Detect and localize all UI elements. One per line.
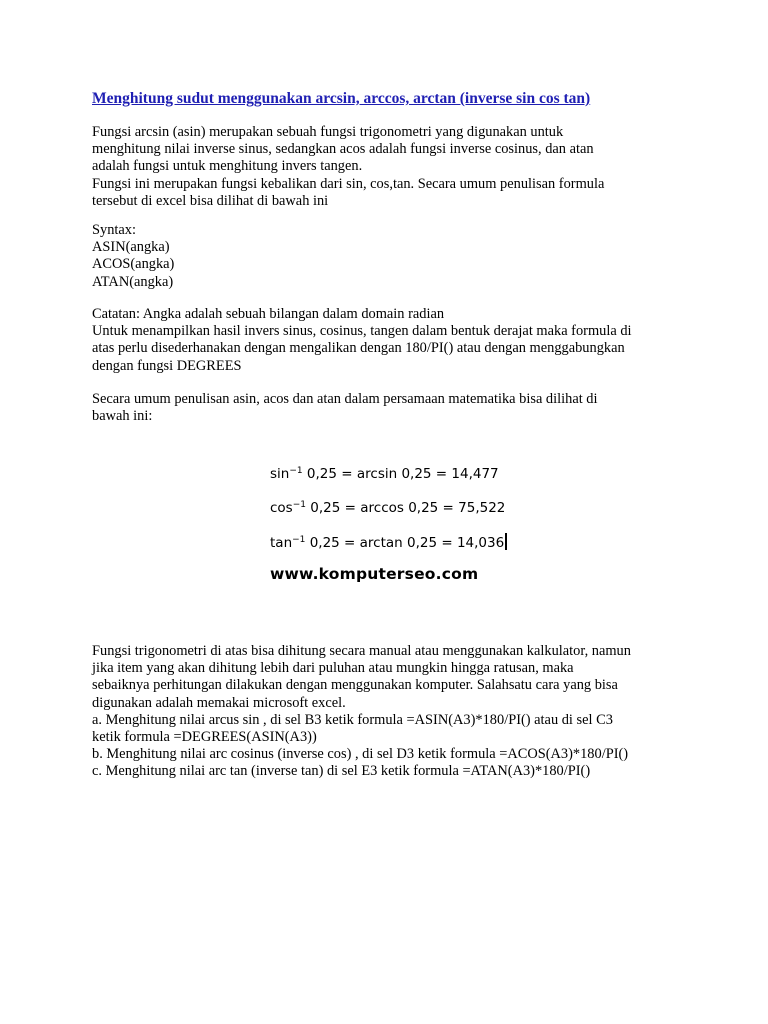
step-c-line: c. Menghitung nilai arc tan (inverse tan) di sel E3 ketik formula =ATAN(A3)*180/PI() xyxy=(92,763,591,780)
syntax-line: ASIN(angka) xyxy=(92,239,170,256)
closing-paragraph xyxy=(92,643,692,781)
note-line: atas perlu disederhanakan dengan mengalikan dengan 180/PI() atau dengan menggabungkan xyxy=(92,340,625,357)
eq-function: tan xyxy=(270,535,293,551)
step-a-continued-line: ketik formula =DEGREES(ASIN(A3)) xyxy=(92,729,317,746)
eq-superscript: −1 xyxy=(289,466,303,476)
eq-superscript: −1 xyxy=(292,500,306,510)
step-a-line: a. Menghitung nilai arcus sin , di sel B3 ketik formula =ASIN(A3)*180/PI() atau di sel C3 xyxy=(92,711,613,728)
eq-function: cos xyxy=(270,500,293,516)
intro-line: adalah fungsi untuk menghitung invers tangen. xyxy=(92,158,363,175)
syntax-heading: Syntax: xyxy=(92,222,136,238)
eq-body: 0,25 = arctan 0,25 = 14,036 xyxy=(305,535,505,551)
syntax-block xyxy=(92,222,692,291)
math-intro-line: bawah ini: xyxy=(92,408,153,425)
arcsin-equation xyxy=(270,466,499,482)
note-paragraph xyxy=(92,306,692,375)
closing-line: Fungsi trigonometri di atas bisa dihitung secara manual atau menggunakan kalkulator, namun xyxy=(92,643,631,659)
text-cursor xyxy=(505,533,507,550)
arccos-equation xyxy=(270,500,505,516)
math-intro-paragraph xyxy=(92,391,692,425)
intro-line: Fungsi arcsin (asin) merupakan sebuah fungsi trigonometri yang digunakan untuk xyxy=(92,124,564,140)
note-line: dengan fungsi DEGREES xyxy=(92,357,242,374)
intro-line: menghitung nilai inverse sinus, sedangkan acos adalah fungsi inverse cosinus, dan atan xyxy=(92,141,594,158)
closing-line: jika item yang akan dihitung lebih dari puluhan atau mungkin hingga ratusan, maka xyxy=(92,660,574,677)
website-watermark: www.komputerseo.com xyxy=(270,565,479,583)
eq-superscript: −1 xyxy=(292,535,306,545)
note-line: Catatan: Angka adalah sebuah bilangan dalam domain radian xyxy=(92,306,445,322)
intro-line: Fungsi ini merupakan fungsi kebalikan dari sin, cos,tan. Secara umum penulisan formula xyxy=(92,175,605,192)
intro-line: tersebut di excel bisa dilihat di bawah ini xyxy=(92,192,329,209)
closing-line: digunakan adalah memakai microsoft excel. xyxy=(92,694,346,711)
syntax-line: ATAN(angka) xyxy=(92,273,174,290)
intro-paragraph xyxy=(92,124,692,210)
eq-body: 0,25 = arccos 0,25 = 75,522 xyxy=(306,500,506,516)
eq-body: 0,25 = arcsin 0,25 = 14,477 xyxy=(302,466,499,482)
closing-line: sebaiknya perhitungan dilakukan dengan menggunakan komputer. Salahsatu cara yang bisa xyxy=(92,677,618,694)
syntax-line: ACOS(angka) xyxy=(92,256,175,273)
step-b-line: b. Menghitung nilai arc cosinus (inverse cos) , di sel D3 ketik formula =ACOS(A3)*180/PI() xyxy=(92,746,629,763)
math-intro-line: Secara umum penulisan asin, acos dan atan dalam persamaan matematika bisa dilihat di xyxy=(92,391,598,407)
page-title-link[interactable]: Menghitung sudut menggunakan arcsin, arccos, arctan (inverse sin cos tan) xyxy=(92,90,591,107)
eq-function: sin xyxy=(270,466,290,482)
note-line: Untuk menampilkan hasil invers sinus, cosinus, tangen dalam bentuk derajat maka formula di xyxy=(92,323,632,340)
arctan-equation xyxy=(270,533,507,551)
